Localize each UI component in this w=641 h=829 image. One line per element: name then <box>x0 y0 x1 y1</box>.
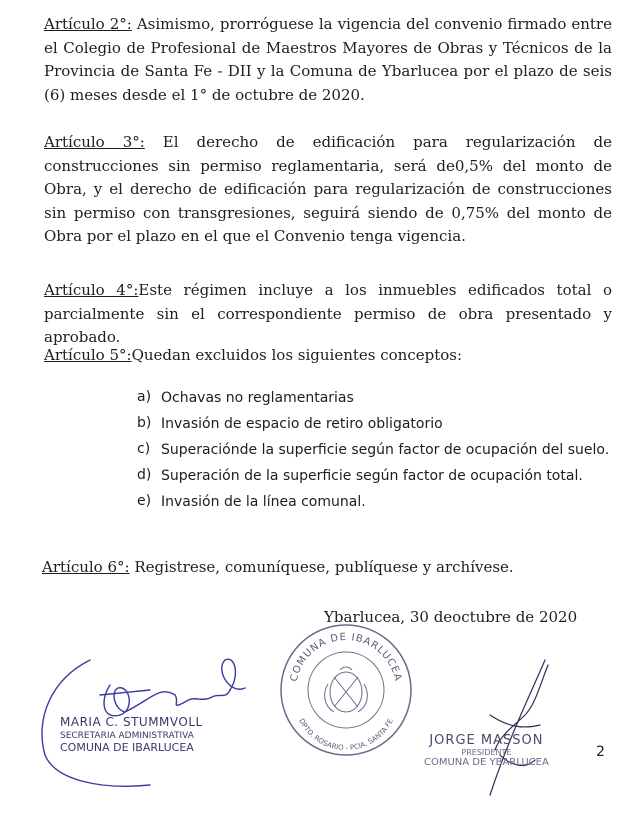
list-item-text: Invasión de espacio de retiro obligatorio <box>161 416 443 432</box>
article-3 <box>44 131 612 249</box>
article-5-label: Artículo 5°: <box>44 346 132 364</box>
article-5-text: Quedan excluidos los siguientes conceptos: <box>131 346 463 364</box>
signer-name: JORGE MASSON <box>429 733 544 748</box>
article-2-label: Artículo 2°: <box>44 15 132 33</box>
seal-emblem-icon <box>325 667 368 712</box>
article-4-text: Este régimen incluye a los inmuebles edificados total o parcialmente sin el correspondiente permiso de obra presentado y aprobado. <box>44 281 612 346</box>
list-marker: d) <box>137 467 152 483</box>
signature-block-right <box>424 733 549 768</box>
list-item <box>137 490 612 514</box>
signer-org: COMUNA DE YBARLUCEA <box>424 757 549 768</box>
article-6 <box>42 556 610 580</box>
seal-bottom-text: DPTO. ROSARIO - PCIA. SANTA FE <box>297 717 395 753</box>
official-seal <box>278 622 414 758</box>
article-6-text: Registrese, comuníquese, publíquese y archívese. <box>129 558 514 576</box>
signature-block-left <box>60 715 203 754</box>
svg-text:DPTO. ROSARIO - PCIA. SANTA FE <box>297 717 395 752</box>
list-item-text: Ochavas no reglamentarias <box>161 390 354 406</box>
list-item-text: Superaciónde la superficie según factor de ocupación del suelo. <box>161 442 610 458</box>
list-item <box>137 438 612 462</box>
page-number: 2 <box>596 744 605 760</box>
seal-top-text: COMUNA DE IBARLUCEA <box>288 631 404 683</box>
list-item-text: Superación de la superficie según factor de ocupación total. <box>161 468 583 484</box>
article-3-label: Artículo 3°: <box>44 133 145 151</box>
signer-name: MARIA C. STUMMVOLL <box>60 715 203 729</box>
signer-role: SECRETARIA ADMINISTRATIVA <box>60 731 194 741</box>
list-item <box>137 412 612 436</box>
list-marker: c) <box>137 441 151 457</box>
list-item-text: Invasión de la línea comunal. <box>161 494 366 510</box>
list-item <box>137 464 612 488</box>
article-2 <box>44 13 612 107</box>
article-4 <box>44 279 612 350</box>
date-line: Ybarlucea, 30 deoctubre de 2020 <box>324 608 578 626</box>
list-marker: e) <box>137 493 152 509</box>
list-item <box>137 386 612 410</box>
list-marker: b) <box>137 415 152 431</box>
article-3-text: El derecho de edificación para regularización de construcciones sin permiso reglamentaria, será de0,5% del monto de Obra, y el derecho de edificación para regularización de construcciones sin permiso con transgresiones, seguirá siendo de 0,75% del monto de Obra por el plazo en el que el Convenio tenga vigencia. <box>44 133 612 245</box>
article-5 <box>44 344 612 368</box>
list-marker: a) <box>137 389 152 405</box>
exclusions-list <box>137 386 612 516</box>
article-6-label: Artículo 6°: <box>42 558 130 576</box>
article-2-text: Asimismo, prorróguese la vigencia del convenio firmado entre el Colegio de Profesional de Maestros Mayores de Obras y Técnicos de la Provincia de Santa Fe - DII y la Comuna de Ybarlucea por el plazo de seis (6) meses desde el 1° de octubre de 2020. <box>44 15 612 104</box>
article-4-label: Artículo 4°: <box>44 281 139 299</box>
signer-org: COMUNA DE IBARLUCEA <box>60 741 194 754</box>
handwritten-signature-right <box>470 655 560 805</box>
signer-role: PRESIDENTE <box>461 748 512 757</box>
